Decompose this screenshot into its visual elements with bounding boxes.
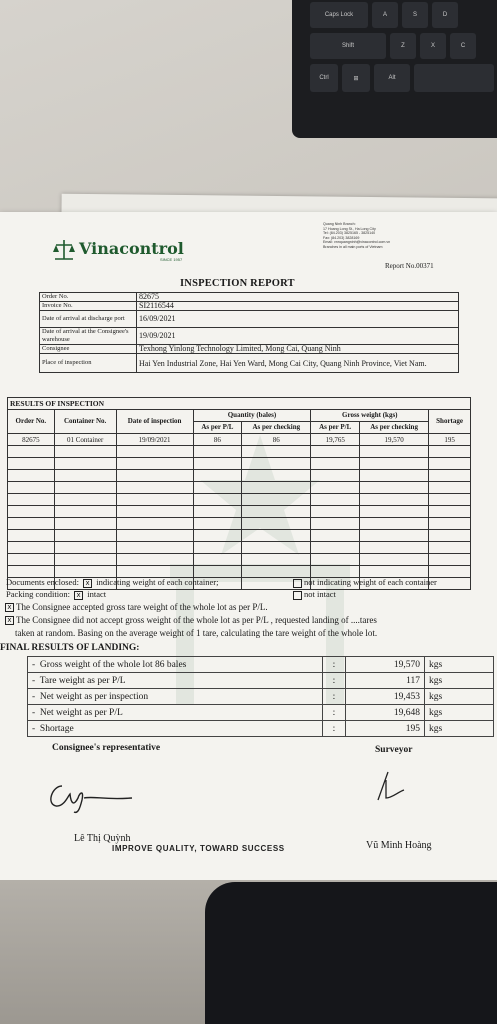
vinacontrol-logo-icon [52, 239, 76, 261]
empty-row [8, 542, 471, 554]
landing-unit: kgs [425, 657, 494, 673]
checkbox-not-indicating-weight [293, 579, 302, 588]
landing-value: 195 [346, 721, 425, 737]
landing-unit: kgs [425, 705, 494, 721]
header-info-table [39, 292, 459, 373]
col-date-inspection: Date of inspection [116, 410, 193, 434]
dark-object [205, 882, 497, 1024]
final-results-title: FINAL RESULTS OF LANDING: [0, 643, 140, 653]
option-not-indicating-label: not indicating weight of each container [304, 577, 437, 587]
results-section-row [8, 398, 471, 410]
empty-row [8, 554, 471, 566]
empty-row [8, 518, 471, 530]
tare-calculation-text: taken at random. Basing on the average weight of 1 tare, calculating the tare weight of the whole lot. [15, 628, 378, 638]
consignee-name: Lê Thị Quỳnh [74, 833, 131, 844]
key-s: S [402, 2, 428, 28]
consignee-signature [44, 776, 144, 816]
documents-enclosed-line [6, 577, 218, 588]
checkbox-not-intact [293, 591, 302, 600]
row-value: Texhong Yinlong Technology Limited, Mong Cai, Quang Ninh [137, 345, 459, 354]
key-ctrl: Ctrl [310, 64, 338, 92]
landing-unit: kgs [425, 721, 494, 737]
results-group-header-row [8, 410, 471, 422]
landing-colon: : [323, 721, 346, 737]
row-label: Invoice No. [40, 302, 137, 311]
table-row [40, 302, 459, 311]
col-qty-checking: As per checking [242, 422, 311, 434]
row-value: 82675 [137, 293, 459, 302]
key-alt: Alt [374, 64, 410, 92]
consignee-accepted-line [3, 602, 268, 612]
key-z: Z [390, 33, 416, 59]
row-label: Date of arrival at the Consignee's warehouse [40, 328, 137, 345]
row-value: Hai Yen Industrial Zone, Hai Yen Ward, Mong Cai City, Quang Ninh Province, Viet Nam. [137, 354, 459, 373]
table-row [28, 705, 494, 721]
key-c: C [450, 33, 476, 59]
option-not-intact [291, 589, 336, 600]
col-order-no: Order No. [8, 410, 55, 434]
landing-colon: : [323, 657, 346, 673]
consignee-representative-title: Consignee's representative [52, 743, 161, 753]
landing-unit: kgs [425, 689, 494, 705]
windows-key-icon: ⊞ [342, 64, 370, 92]
cell-wt-pl: 19,765 [311, 434, 360, 446]
landing-value: 19,648 [346, 705, 425, 721]
packing-condition-line [6, 589, 106, 600]
checkbox-indicating-weight: x [83, 579, 92, 588]
key-shift: Shift [310, 33, 386, 59]
checkbox-not-accepted: x [5, 616, 14, 625]
empty-row [8, 494, 471, 506]
cell-qty-checking: 86 [242, 434, 311, 446]
option-not-indicating [291, 577, 437, 588]
empty-row [8, 446, 471, 458]
checkbox-accepted: x [5, 603, 14, 612]
table-row [8, 434, 471, 446]
cell-date: 19/09/2021 [116, 434, 193, 446]
row-label: Order No. [40, 293, 137, 302]
keyboard [292, 0, 497, 138]
empty-row [8, 506, 471, 518]
group-gross-weight: Gross weight (kgs) [311, 410, 429, 422]
cell-qty-pl: 86 [193, 434, 242, 446]
key-a: A [372, 2, 398, 28]
empty-row [8, 458, 471, 470]
table-row [28, 721, 494, 737]
landing-label: - Net weight as per inspection [28, 689, 323, 705]
consignee-not-accepted-line [3, 615, 377, 625]
checkbox-intact: x [74, 591, 83, 600]
option-not-intact-label: not intact [304, 589, 336, 599]
company-name: Vinacontrol [79, 239, 184, 258]
row-label: Date of arrival at discharge port [40, 311, 137, 328]
landing-colon: : [323, 705, 346, 721]
company-address: Quang Ninh Branch: 17 Hoang Long St., Ha Long City Tel: (84.203) 3825165 - 3825140 Fax: (84.203) 3828169 Email: vnnquangninh@vinacontrol.com.vn Branches in all main ports of Vietnam [323, 222, 391, 249]
col-wt-pl: As per P/L [311, 422, 360, 434]
landing-label: - Net weight as per P/L [28, 705, 323, 721]
report-number: Report No.00371 [385, 262, 434, 270]
landing-value: 19,453 [346, 689, 425, 705]
results-section-title: RESULTS OF INSPECTION [8, 398, 471, 410]
documents-label: Documents enclosed: [6, 577, 79, 587]
cell-container-no: 01 Container [54, 434, 116, 446]
table-row [40, 293, 459, 302]
landing-label: - Tare weight as per P/L [28, 673, 323, 689]
cell-shortage: 195 [429, 434, 471, 446]
empty-row [8, 470, 471, 482]
row-value: 16/09/2021 [137, 311, 459, 328]
landing-value: 19,570 [346, 657, 425, 673]
company-since: SINCE 1957 [160, 257, 183, 262]
table-row [28, 689, 494, 705]
landing-colon: : [323, 673, 346, 689]
surveyor-name: Vũ Minh Hoàng [366, 840, 432, 851]
option-indicating-weight: indicating weight of each container; [96, 577, 219, 587]
report-title: INSPECTION REPORT [180, 278, 295, 289]
row-value: 19/09/2021 [137, 328, 459, 345]
key-x: X [420, 33, 446, 59]
empty-row [8, 482, 471, 494]
key-d: D [432, 2, 458, 28]
table-row [40, 345, 459, 354]
landing-results-table [27, 656, 494, 737]
landing-label: - Shortage [28, 721, 323, 737]
row-label: Place of inspection [40, 354, 137, 373]
accepted-text: The Consignee accepted gross tare weight of the whole lot as per P/L. [16, 602, 268, 612]
group-quantity: Quantity (bales) [193, 410, 311, 422]
cell-order-no: 82675 [8, 434, 55, 446]
option-intact: intact [87, 589, 107, 599]
table-row [40, 311, 459, 328]
landing-label: - Gross weight of the whole lot 86 bales [28, 657, 323, 673]
row-label: Consignee [40, 345, 137, 354]
col-container-no: Container No. [54, 410, 116, 434]
cell-wt-checking: 19,570 [360, 434, 429, 446]
key-caps-lock: Caps Lock [310, 2, 368, 28]
key-space [414, 64, 494, 92]
col-shortage: Shortage [429, 410, 471, 434]
landing-colon: : [323, 689, 346, 705]
packing-label: Packing condition: [6, 589, 70, 599]
surveyor-title: Surveyor [375, 745, 413, 755]
table-row [28, 657, 494, 673]
col-wt-checking: As per checking [360, 422, 429, 434]
empty-row [8, 566, 471, 578]
col-qty-pl: As per P/L [193, 422, 242, 434]
not-accepted-text: The Consignee did not accept gross weight of the whole lot as per P/L , requested landing of ....tares [16, 615, 377, 625]
landing-unit: kgs [425, 673, 494, 689]
row-value: SI2116544 [137, 302, 459, 311]
surveyor-signature [370, 768, 410, 804]
table-row [40, 354, 459, 373]
footer-slogan: IMPROVE QUALITY, TOWARD SUCCESS [112, 844, 285, 853]
results-table [7, 397, 471, 590]
landing-value: 117 [346, 673, 425, 689]
empty-row [8, 530, 471, 542]
table-row [40, 328, 459, 345]
table-row [28, 673, 494, 689]
